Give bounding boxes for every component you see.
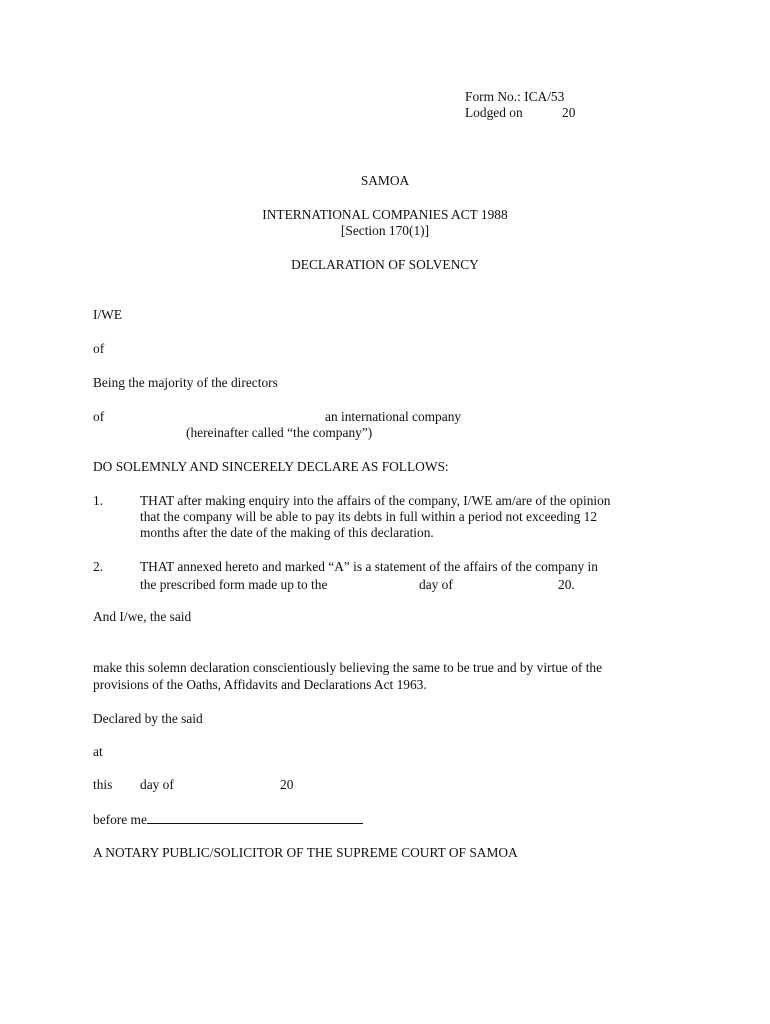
lodged-on-year: 20 xyxy=(562,105,576,120)
of-company-label: of xyxy=(93,409,105,424)
year-label: 20 xyxy=(280,777,294,792)
notary-label: A NOTARY PUBLIC/SOLICITOR OF THE SUPREME COURT OF SAMOA xyxy=(93,845,518,860)
clause-2-line-2: the prescribed form made up to the xyxy=(140,577,328,592)
of-label: of xyxy=(93,341,105,356)
clause-1-line-2: that the company will be able to pay its debts in full within a period not exceeding 12 xyxy=(140,509,598,524)
clause-2-number: 2. xyxy=(93,559,104,574)
before-me-line xyxy=(93,811,363,828)
declared-by-label: Declared by the said xyxy=(93,711,203,726)
this-label: this xyxy=(93,777,113,792)
clause-2-year: 20. xyxy=(558,577,575,592)
clause-1-number: 1. xyxy=(93,493,104,508)
and-said-label: And I/we, the said xyxy=(93,609,192,624)
clause-1-line-1: THAT after making enquiry into the affairs of the company, I/WE am/are of the opinion xyxy=(140,493,611,508)
solemn-line-1: make this solemn declaration conscientiously believing the same to be true and by virtue of the xyxy=(93,660,603,675)
section-reference: [Section 170(1)] xyxy=(340,223,430,238)
clause-1-line-3: months after the date of the making of this declaration. xyxy=(140,525,434,540)
majority-directors-label: Being the majority of the directors xyxy=(93,375,278,390)
country-title: SAMOA xyxy=(360,173,410,188)
solemn-line-2: provisions of the Oaths, Affidavits and Declarations Act 1963. xyxy=(93,677,427,692)
act-title: INTERNATIONAL COMPANIES ACT 1988 xyxy=(262,207,508,222)
day-of-label: day of xyxy=(140,777,174,792)
declare-heading: DO SOLEMNLY AND SINCERELY DECLARE AS FOLLOWS: xyxy=(93,459,449,474)
at-label: at xyxy=(93,744,103,759)
signature-line xyxy=(147,811,363,824)
lodged-on-label: Lodged on xyxy=(465,105,523,120)
international-company-label: an international company xyxy=(325,409,462,424)
clause-2-day-of: day of xyxy=(419,577,453,592)
iwe-label: I/WE xyxy=(93,307,122,322)
form-number: Form No.: ICA/53 xyxy=(465,89,565,104)
before-me-label: before me xyxy=(93,812,147,827)
hereinafter-label: (hereinafter called “the company”) xyxy=(186,425,373,440)
document-heading: DECLARATION OF SOLVENCY xyxy=(291,257,479,272)
clause-2-line-1: THAT annexed hereto and marked “A” is a statement of the affairs of the company in xyxy=(140,559,598,574)
